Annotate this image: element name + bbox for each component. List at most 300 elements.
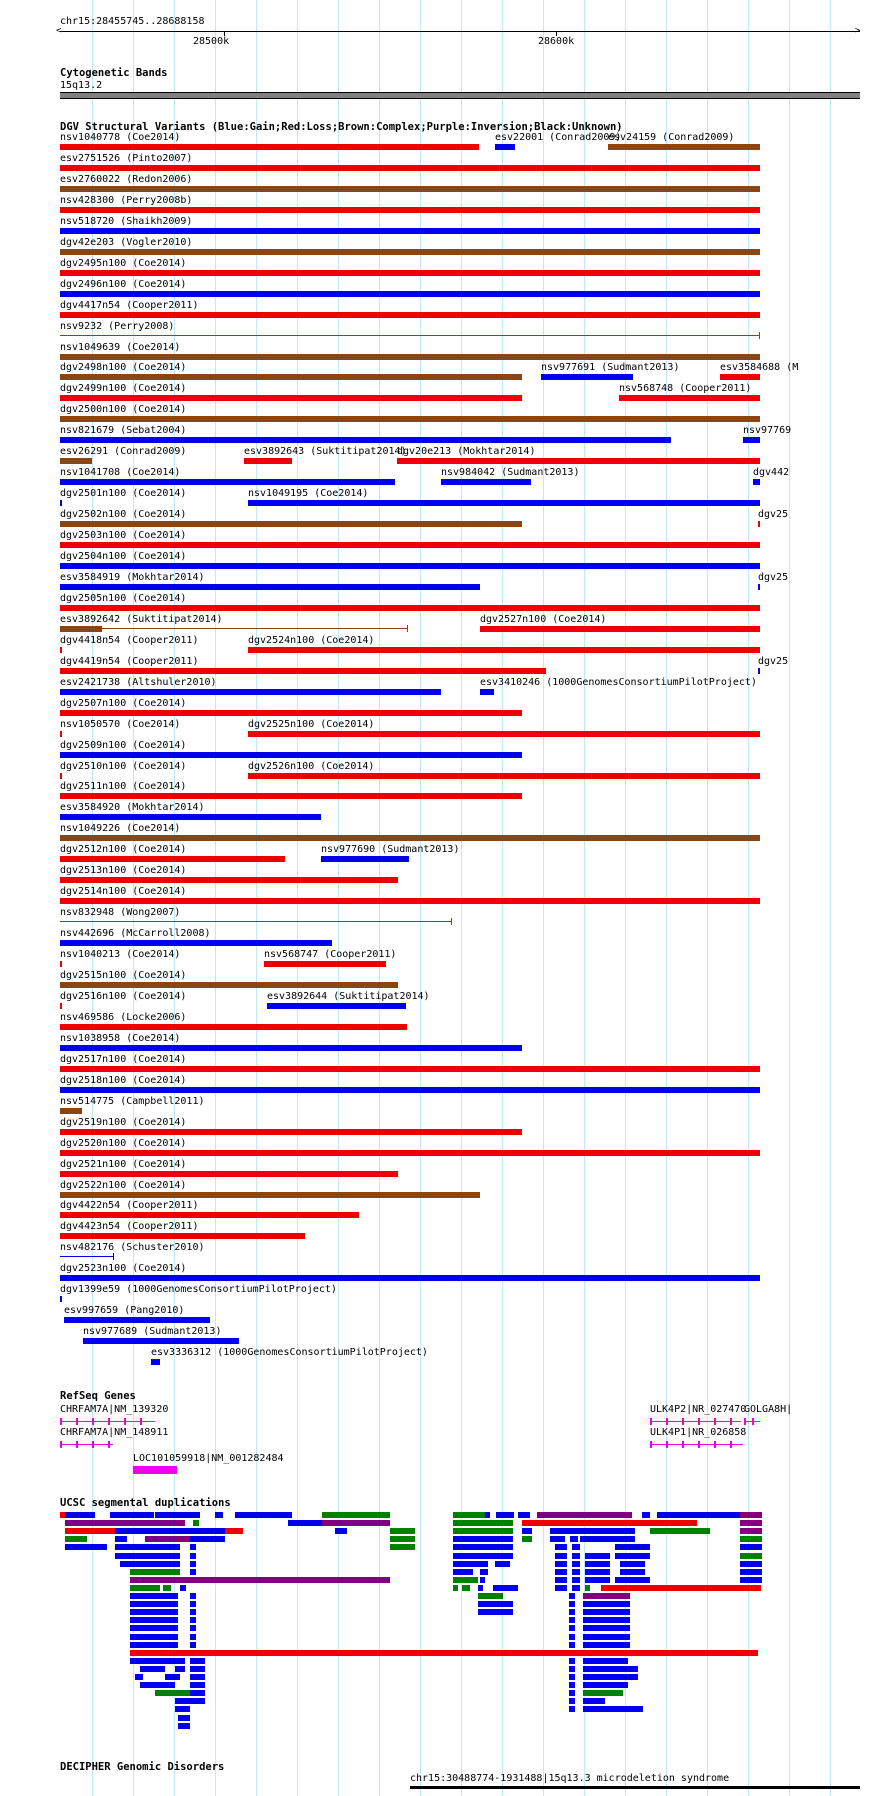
variant-bar[interactable] xyxy=(743,437,760,443)
gene-exon xyxy=(698,1418,700,1425)
cytoband-bar[interactable] xyxy=(60,92,860,99)
segdup-block[interactable] xyxy=(190,1561,196,1567)
variant-bar[interactable] xyxy=(60,354,760,360)
segdup-block[interactable] xyxy=(518,1512,530,1518)
gene-intron[interactable] xyxy=(650,1421,741,1422)
segdup-block[interactable] xyxy=(740,1577,762,1583)
variant-bar[interactable] xyxy=(60,207,760,213)
variant-bar[interactable] xyxy=(321,856,409,862)
variant-label: dgv442 xyxy=(753,467,790,479)
segdup-block[interactable] xyxy=(130,1625,178,1631)
segdup-block[interactable] xyxy=(288,1520,323,1526)
segdup-block[interactable] xyxy=(180,1585,186,1591)
variant-bar[interactable] xyxy=(60,961,62,967)
variant-label: dgv2510n100 (Coe2014) xyxy=(60,760,187,772)
variant-bar[interactable] xyxy=(60,1003,62,1009)
segdup-block[interactable] xyxy=(453,1577,478,1583)
gene-exon xyxy=(60,1418,62,1425)
variant-bar[interactable] xyxy=(267,1003,406,1009)
segdup-block[interactable] xyxy=(580,1536,635,1542)
segdup-block[interactable] xyxy=(478,1593,503,1599)
segdup-block[interactable] xyxy=(569,1682,575,1688)
variant-bar[interactable] xyxy=(60,605,760,611)
variant-bar[interactable] xyxy=(619,395,760,401)
variant-bar[interactable] xyxy=(541,374,633,380)
segdup-block[interactable] xyxy=(190,1658,205,1664)
variant-bar[interactable] xyxy=(60,335,760,336)
segdup-block[interactable] xyxy=(585,1577,610,1583)
segdup-block[interactable] xyxy=(165,1674,180,1680)
variant-label: dgv2500n100 (Coe2014) xyxy=(60,404,187,416)
segdup-block[interactable] xyxy=(480,1577,485,1583)
variant-bar[interactable] xyxy=(60,1024,407,1030)
segdup-block[interactable] xyxy=(190,1617,196,1623)
variant-bar[interactable] xyxy=(60,689,441,695)
segdup-block[interactable] xyxy=(583,1706,643,1712)
gene-exons[interactable] xyxy=(133,1466,177,1474)
variant-label: nsv821679 (Sebat2004) xyxy=(60,425,187,437)
gene-label: GOLGA8H| xyxy=(744,1404,793,1415)
segdup-block[interactable] xyxy=(522,1528,532,1534)
variant-label: nsv984042 (Sudmant2013) xyxy=(441,467,580,479)
segdup-block[interactable] xyxy=(130,1585,160,1591)
segdup-block[interactable] xyxy=(583,1642,630,1648)
variant-bar[interactable] xyxy=(60,479,395,485)
segdup-block[interactable] xyxy=(130,1642,178,1648)
variant-label: dgv2502n100 (Coe2014) xyxy=(60,509,187,521)
segdup-block[interactable] xyxy=(740,1520,762,1526)
segdup-block[interactable] xyxy=(585,1561,610,1567)
variant-bar[interactable] xyxy=(60,1150,760,1156)
segdup-block[interactable] xyxy=(583,1674,638,1680)
segdup-block[interactable] xyxy=(242,1512,292,1518)
variant-bar[interactable] xyxy=(60,1296,62,1302)
variant-bar[interactable] xyxy=(60,1275,760,1281)
segdup-block[interactable] xyxy=(583,1609,630,1615)
segdup-block[interactable] xyxy=(569,1690,575,1696)
segdup-block[interactable] xyxy=(190,1682,205,1688)
segdup-block[interactable] xyxy=(130,1609,178,1615)
segdup-block[interactable] xyxy=(583,1698,605,1704)
variant-bar[interactable] xyxy=(60,186,760,192)
variant-bar[interactable] xyxy=(60,584,480,590)
variant-label: nsv1049226 (Coe2014) xyxy=(60,823,181,835)
variant-bar[interactable] xyxy=(60,773,62,779)
variant-bar[interactable] xyxy=(248,647,760,653)
gene-label: LOC101059918|NM_001282484 xyxy=(133,1453,284,1464)
variant-bar[interactable] xyxy=(60,1129,522,1135)
segdup-block[interactable] xyxy=(135,1674,143,1680)
variant-bar[interactable] xyxy=(60,752,522,758)
segdup-block[interactable] xyxy=(453,1585,458,1591)
segdup-block[interactable] xyxy=(130,1650,758,1656)
segdup-block[interactable] xyxy=(175,1706,190,1712)
variant-bar[interactable] xyxy=(60,395,522,401)
segdup-block[interactable] xyxy=(190,1553,196,1559)
variant-bar[interactable] xyxy=(60,1108,82,1114)
segdup-block[interactable] xyxy=(572,1544,580,1550)
grid-line xyxy=(789,0,790,1796)
gene-exon xyxy=(108,1441,110,1448)
variant-bar[interactable] xyxy=(608,144,760,150)
segdup-block[interactable] xyxy=(480,1569,488,1575)
variant-bar[interactable] xyxy=(60,1256,114,1257)
segdup-block[interactable] xyxy=(555,1577,567,1583)
variant-bar[interactable] xyxy=(60,982,398,988)
segdup-block[interactable] xyxy=(190,1569,196,1575)
variant-label: dgv2501n100 (Coe2014) xyxy=(60,488,187,500)
variant-label: dgv2519n100 (Coe2014) xyxy=(60,1116,187,1128)
segdup-block[interactable] xyxy=(130,1569,180,1575)
segdup-block[interactable] xyxy=(615,1553,650,1559)
segdup-block[interactable] xyxy=(657,1512,747,1518)
segdup-block[interactable] xyxy=(120,1512,140,1518)
segdup-block[interactable] xyxy=(583,1617,630,1623)
segdup-block[interactable] xyxy=(615,1544,650,1550)
variant-label: dgv2523n100 (Coe2014) xyxy=(60,1263,187,1275)
variant-bar[interactable] xyxy=(758,584,760,590)
segdup-block[interactable] xyxy=(569,1674,575,1680)
segdup-block[interactable] xyxy=(569,1617,575,1623)
variant-label: nsv518720 (Shaikh2009) xyxy=(60,215,193,227)
segdup-block[interactable] xyxy=(190,1601,196,1607)
segdup-block[interactable] xyxy=(572,1569,580,1575)
segdup-block[interactable] xyxy=(615,1577,650,1583)
variant-bar[interactable] xyxy=(60,814,321,820)
segdup-block[interactable] xyxy=(583,1658,628,1664)
segdup-block[interactable] xyxy=(569,1593,575,1599)
segdup-block[interactable] xyxy=(601,1585,761,1591)
segdup-block[interactable] xyxy=(453,1569,473,1575)
variant-bar[interactable] xyxy=(441,479,531,485)
segdup-block[interactable] xyxy=(65,1536,87,1542)
gene-exon xyxy=(92,1441,94,1448)
variant-label: esv3584688 (M xyxy=(720,362,799,374)
segdup-block[interactable] xyxy=(478,1601,513,1607)
variant-bar[interactable] xyxy=(758,521,760,527)
variant-label: dgv2512n100 (Coe2014) xyxy=(60,844,187,856)
segdup-block[interactable] xyxy=(650,1528,710,1534)
segdup-block[interactable] xyxy=(495,1561,510,1567)
segdup-block[interactable] xyxy=(190,1666,205,1672)
variant-bar[interactable] xyxy=(60,458,92,464)
variant-bar[interactable] xyxy=(60,856,285,862)
variant-bar[interactable] xyxy=(758,668,760,674)
variant-bar[interactable] xyxy=(60,898,760,904)
variant-label: nsv568748 (Cooper2011) xyxy=(619,383,752,395)
segdup-block[interactable] xyxy=(322,1520,390,1526)
variant-bar[interactable] xyxy=(60,1212,359,1218)
segdup-block[interactable] xyxy=(585,1553,610,1559)
segdup-block[interactable] xyxy=(190,1544,196,1550)
segdup-block[interactable] xyxy=(190,1690,205,1696)
gene-exon xyxy=(124,1418,126,1425)
variant-bar[interactable] xyxy=(60,228,760,234)
segdup-block[interactable] xyxy=(572,1553,580,1559)
variant-end xyxy=(451,918,452,925)
segdup-block[interactable] xyxy=(190,1674,205,1680)
variant-bar[interactable] xyxy=(60,437,671,443)
variant-bar[interactable] xyxy=(60,144,479,150)
variant-label: dgv2527n100 (Coe2014) xyxy=(480,613,607,625)
segdup-block[interactable] xyxy=(569,1642,575,1648)
segdup-block[interactable] xyxy=(569,1706,575,1712)
variant-bar[interactable] xyxy=(102,628,408,629)
variant-bar[interactable] xyxy=(60,1192,480,1198)
variant-bar[interactable] xyxy=(60,647,62,653)
segdup-block[interactable] xyxy=(453,1528,513,1534)
gene-exon xyxy=(698,1441,700,1448)
variant-bar[interactable] xyxy=(60,1066,760,1072)
variant-label: esv3336312 (1000GenomesConsortiumPilotProject) xyxy=(151,1347,428,1359)
segdup-block[interactable] xyxy=(120,1561,180,1567)
segdup-block[interactable] xyxy=(569,1666,575,1672)
variant-bar[interactable] xyxy=(60,668,546,674)
segdup-block[interactable] xyxy=(583,1601,630,1607)
segdup-block[interactable] xyxy=(620,1569,645,1575)
variant-label: dgv2511n100 (Coe2014) xyxy=(60,781,187,793)
segdup-block[interactable] xyxy=(569,1601,575,1607)
segdup-block[interactable] xyxy=(572,1585,580,1591)
segdup-block[interactable] xyxy=(583,1634,630,1640)
variant-label: dgv2525n100 (Coe2014) xyxy=(248,718,375,730)
segdup-block[interactable] xyxy=(740,1512,762,1518)
segdup-block[interactable] xyxy=(550,1536,565,1542)
variant-bar[interactable] xyxy=(60,291,760,297)
variant-bar[interactable] xyxy=(83,1338,239,1344)
variant-bar[interactable] xyxy=(397,458,760,464)
variant-bar[interactable] xyxy=(60,312,760,318)
variant-bar[interactable] xyxy=(720,374,760,380)
segdup-block[interactable] xyxy=(555,1569,567,1575)
segdup-block[interactable] xyxy=(569,1698,575,1704)
segdup-block[interactable] xyxy=(537,1512,632,1518)
segdup-block[interactable] xyxy=(570,1536,578,1542)
segdup-block[interactable] xyxy=(583,1690,623,1696)
segdup-block[interactable] xyxy=(130,1658,185,1664)
variant-label: dgv2521n100 (Coe2014) xyxy=(60,1158,187,1170)
segdup-block[interactable] xyxy=(555,1561,567,1567)
variant-bar[interactable] xyxy=(60,500,62,506)
segdup-block[interactable] xyxy=(65,1512,95,1518)
segdup-block[interactable] xyxy=(453,1553,513,1559)
segdup-block[interactable] xyxy=(478,1609,513,1615)
segdup-block[interactable] xyxy=(115,1536,127,1542)
variant-label: nsv9232 (Perry2008) xyxy=(60,320,175,332)
variant-label: nsv1049195 (Coe2014) xyxy=(248,488,369,500)
variant-bar[interactable] xyxy=(60,626,102,632)
segdup-block[interactable] xyxy=(322,1512,390,1518)
segdup-block[interactable] xyxy=(215,1512,223,1518)
segdup-block[interactable] xyxy=(190,1593,196,1599)
decipher-track-title: DECIPHER Genomic Disorders xyxy=(60,1761,225,1773)
segdup-block[interactable] xyxy=(493,1585,518,1591)
segdup-block[interactable] xyxy=(453,1520,513,1526)
gene-exon xyxy=(60,1441,62,1448)
variant-label: nsv469586 (Locke2006) xyxy=(60,1011,187,1023)
gene-intron[interactable] xyxy=(60,1444,113,1445)
segdup-block[interactable] xyxy=(140,1666,165,1672)
segdup-block[interactable] xyxy=(583,1625,630,1631)
variant-label: esv24159 (Conrad2009) xyxy=(608,132,735,143)
gene-exon xyxy=(682,1441,684,1448)
segdup-block[interactable] xyxy=(190,1634,196,1640)
segdup-block[interactable] xyxy=(178,1723,190,1729)
segdup-block[interactable] xyxy=(115,1544,180,1550)
variant-bar[interactable] xyxy=(60,940,332,946)
variant-bar[interactable] xyxy=(248,773,760,779)
segdup-block[interactable] xyxy=(555,1553,567,1559)
segdup-block[interactable] xyxy=(453,1561,488,1567)
decipher-item-bar[interactable] xyxy=(410,1786,860,1789)
variant-bar[interactable] xyxy=(60,542,760,548)
variant-bar[interactable] xyxy=(264,961,386,967)
segdup-block[interactable] xyxy=(163,1585,171,1591)
segdup-block[interactable] xyxy=(555,1585,567,1591)
variant-bar[interactable] xyxy=(495,144,515,150)
gene-exon xyxy=(650,1418,652,1425)
grid-line xyxy=(830,0,831,1796)
variant-bar[interactable] xyxy=(248,500,760,506)
segdup-block[interactable] xyxy=(130,1634,178,1640)
segdup-block[interactable] xyxy=(485,1512,490,1518)
segdup-block[interactable] xyxy=(522,1536,532,1542)
segdup-block[interactable] xyxy=(572,1561,580,1567)
segdup-block[interactable] xyxy=(583,1682,628,1688)
segdup-block[interactable] xyxy=(522,1520,697,1526)
variant-bar[interactable] xyxy=(60,416,760,422)
variant-label: esv3584919 (Mokhtar2014) xyxy=(60,571,205,583)
variant-label: dgv2498n100 (Coe2014) xyxy=(60,362,187,374)
segdup-block[interactable] xyxy=(115,1553,180,1559)
segdup-block[interactable] xyxy=(65,1544,107,1550)
variant-bar[interactable] xyxy=(60,270,760,276)
segdup-block[interactable] xyxy=(569,1658,575,1664)
segdup-block[interactable] xyxy=(740,1544,762,1550)
segdup-block[interactable] xyxy=(585,1569,610,1575)
segdup-block[interactable] xyxy=(390,1528,415,1534)
segdup-block[interactable] xyxy=(190,1536,225,1542)
segdup-block[interactable] xyxy=(453,1512,485,1518)
segdup-block[interactable] xyxy=(550,1528,635,1534)
segdup-block[interactable] xyxy=(130,1593,178,1599)
segdup-block[interactable] xyxy=(130,1617,178,1623)
segdup-block[interactable] xyxy=(155,1690,195,1696)
variant-label: nsv442696 (McCarroll2008) xyxy=(60,928,211,940)
segdup-block[interactable] xyxy=(175,1698,190,1704)
segdup-block[interactable] xyxy=(462,1585,470,1591)
segdup-block[interactable] xyxy=(740,1528,762,1534)
variant-bar[interactable] xyxy=(60,1171,398,1177)
variant-bar[interactable] xyxy=(60,1233,305,1239)
gene-exon xyxy=(92,1418,94,1425)
variant-bar[interactable] xyxy=(480,626,760,632)
segdup-block[interactable] xyxy=(569,1634,575,1640)
variant-bar[interactable] xyxy=(60,1087,760,1093)
segdup-block[interactable] xyxy=(190,1698,205,1704)
segdup-block[interactable] xyxy=(335,1528,347,1534)
segdup-block[interactable] xyxy=(390,1544,415,1550)
variant-bar[interactable] xyxy=(60,1045,522,1051)
variant-label: dgv2514n100 (Coe2014) xyxy=(60,886,187,898)
variant-bar[interactable] xyxy=(60,710,522,716)
variant-bar[interactable] xyxy=(753,479,760,485)
variant-bar[interactable] xyxy=(60,249,760,255)
segdup-block[interactable] xyxy=(740,1536,762,1542)
variant-label: nsv568747 (Cooper2011) xyxy=(264,949,397,961)
segdup-block[interactable] xyxy=(175,1666,185,1672)
gene-label: ULK4P2|NR_027470 xyxy=(650,1404,747,1415)
variant-bar[interactable] xyxy=(60,165,760,171)
variant-bar[interactable] xyxy=(60,563,760,569)
segdup-block[interactable] xyxy=(194,1512,200,1518)
variant-bar[interactable] xyxy=(248,731,760,737)
segdup-block[interactable] xyxy=(130,1577,390,1583)
segdup-block[interactable] xyxy=(115,1528,225,1534)
variant-bar[interactable] xyxy=(60,374,522,380)
segdup-block[interactable] xyxy=(642,1512,650,1518)
variant-bar[interactable] xyxy=(60,793,522,799)
variant-bar[interactable] xyxy=(60,877,398,883)
segdup-block[interactable] xyxy=(390,1536,415,1542)
segdup-block[interactable] xyxy=(572,1577,580,1583)
segdup-block[interactable] xyxy=(585,1585,590,1591)
segdup-block[interactable] xyxy=(569,1609,575,1615)
segdup-block[interactable] xyxy=(496,1512,514,1518)
segdup-block[interactable] xyxy=(155,1512,195,1518)
segdup-block[interactable] xyxy=(453,1544,513,1550)
gene-exon xyxy=(666,1441,668,1448)
segdup-block[interactable] xyxy=(190,1625,196,1631)
gene-exon xyxy=(140,1418,142,1425)
segdup-block[interactable] xyxy=(140,1512,154,1518)
segdup-block[interactable] xyxy=(453,1536,513,1542)
segdup-block[interactable] xyxy=(569,1625,575,1631)
segdup-block[interactable] xyxy=(65,1520,185,1526)
segdup-block[interactable] xyxy=(190,1609,196,1615)
variant-label: dgv2526n100 (Coe2014) xyxy=(248,760,375,772)
segdup-block[interactable] xyxy=(740,1553,762,1559)
variant-label: nsv977691 (Sudmant2013) xyxy=(541,362,680,374)
ruler-tick-label: 28600k xyxy=(538,36,575,47)
variant-bar[interactable] xyxy=(480,689,494,695)
segdup-block[interactable] xyxy=(193,1520,199,1526)
gene-exon xyxy=(108,1418,110,1425)
variant-bar[interactable] xyxy=(60,921,452,922)
variant-label: dgv2513n100 (Coe2014) xyxy=(60,865,187,877)
segdup-block[interactable] xyxy=(130,1601,178,1607)
segdup-block[interactable] xyxy=(740,1569,762,1575)
variant-bar[interactable] xyxy=(60,521,522,527)
segdup-block[interactable] xyxy=(178,1715,190,1721)
variant-bar[interactable] xyxy=(60,731,62,737)
variant-label: dgv25 xyxy=(758,655,789,667)
segdup-block[interactable] xyxy=(478,1585,483,1591)
segdup-block[interactable] xyxy=(740,1561,762,1567)
variant-bar[interactable] xyxy=(64,1317,210,1323)
variant-bar[interactable] xyxy=(244,458,292,464)
segdup-block[interactable] xyxy=(583,1666,638,1672)
variant-bar[interactable] xyxy=(151,1359,160,1365)
segdup-block[interactable] xyxy=(583,1593,630,1599)
variant-label: dgv2499n100 (Coe2014) xyxy=(60,383,187,395)
variant-label: nsv428300 (Perry2008b) xyxy=(60,194,193,206)
segdup-block[interactable] xyxy=(190,1642,196,1648)
segdup-block[interactable] xyxy=(620,1561,645,1567)
segdup-block[interactable] xyxy=(555,1544,567,1550)
segdup-block[interactable] xyxy=(140,1682,175,1688)
variant-bar[interactable] xyxy=(60,835,760,841)
